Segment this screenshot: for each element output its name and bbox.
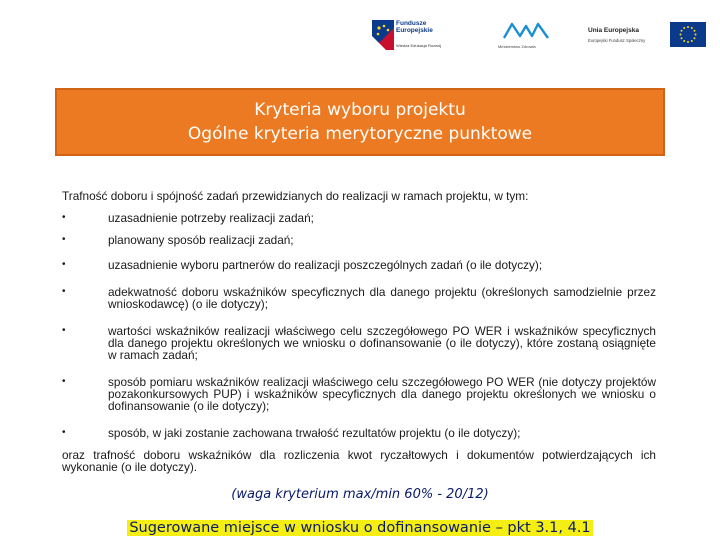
suggested-section-text: Sugerowane miejsce w wniosku o dofinansowanie – pkt 3.1, 4.1 (129, 520, 591, 536)
list-item-text: uzasadnienie potrzeby realizacji zadań; (108, 211, 314, 225)
list-item-text: sposób pomiaru wskaźników realizacji właściwego celu szczegółowego PO WER (nie dotyczy projektów pozakonkursowych PUP) i wskaźników specyficznych dla danego projektu określonych we wniosku o dofinansowanie (o ile dotyczy); (108, 375, 656, 413)
outro-paragraph: oraz trafność doboru wskaźników dla rozliczenia kwot ryczałtowych i dokumentów potwierdzających ich wykonanie (o ile dotyczy). (62, 448, 656, 474)
list-item (62, 376, 656, 412)
list-item-text: planowany sposób realizacji zadań; (108, 233, 294, 247)
suggested-section-note (0, 520, 720, 536)
ue-logo-subtitle: Europejski Fundusz Społeczny (588, 38, 646, 43)
slide-title-box (55, 88, 665, 156)
list-item-text: wartości wskaźników realizacji właściwego celu szczegółowego PO WER i wskaźników specyficznych dla danego projektu określonych we wniosku o dofinansowanie (o ile dotyczy), które zostaną osiągnięte w ramach zadań; (108, 324, 656, 362)
bullet-icon: • (62, 286, 66, 297)
fundusze-europejskie-logo (372, 18, 462, 56)
bullet-icon: • (62, 376, 66, 387)
criteria-list (62, 212, 656, 439)
logo-bar (0, 0, 720, 70)
unia-europejska-logo (588, 22, 710, 52)
criterion-weight-note: (waga kryterium max/min 60% - 20/12) (231, 487, 489, 502)
slide-title: Kryteria wyboru projektu (254, 100, 466, 120)
list-item (62, 427, 656, 439)
list-item-text: adekwatność doboru wskaźników specyficznych dla danego projektu (określonych samodzielnie przez wnioskodawcę) (o ile dotyczy); (108, 285, 656, 311)
fe-logo-title: Fundusze Europejskie (396, 20, 433, 34)
list-item (62, 212, 656, 224)
ministerstwo-zdrowia-mark-icon (502, 20, 550, 42)
list-item (62, 325, 656, 361)
intro-paragraph: Trafność doboru i spójność zadań przewidzianych do realizacji w ramach projektu, w tym: (62, 189, 529, 203)
list-item (62, 234, 656, 246)
slide-subtitle: Ogólne kryteria merytoryczne punktowe (187, 124, 533, 144)
ministerstwo-zdrowia-logo (498, 18, 558, 56)
bullet-icon: • (62, 427, 66, 438)
bullet-icon: • (62, 212, 66, 223)
fundusze-europejskie-mark-icon (372, 20, 394, 50)
bullet-icon: • (62, 325, 66, 336)
criteria-content (62, 190, 656, 473)
list-item (62, 259, 656, 271)
eu-flag-icon (670, 22, 706, 47)
bullet-icon: • (62, 259, 66, 270)
list-item-text: sposób, w jaki zostanie zachowana trwałość rezultatów projektu (o ile dotyczy); (108, 426, 521, 440)
list-item (62, 286, 656, 310)
miz-logo-label: Ministerstwo Zdrowia (498, 44, 536, 49)
ue-logo-title: Unia Europejska (588, 27, 639, 34)
fe-logo-subtitle: Wiedza Edukacja Rozwój (396, 43, 442, 48)
list-item-text: uzasadnienie wyboru partnerów do realizacji poszczególnych zadań (o ile dotyczy); (108, 258, 543, 272)
bullet-icon: • (62, 234, 66, 245)
